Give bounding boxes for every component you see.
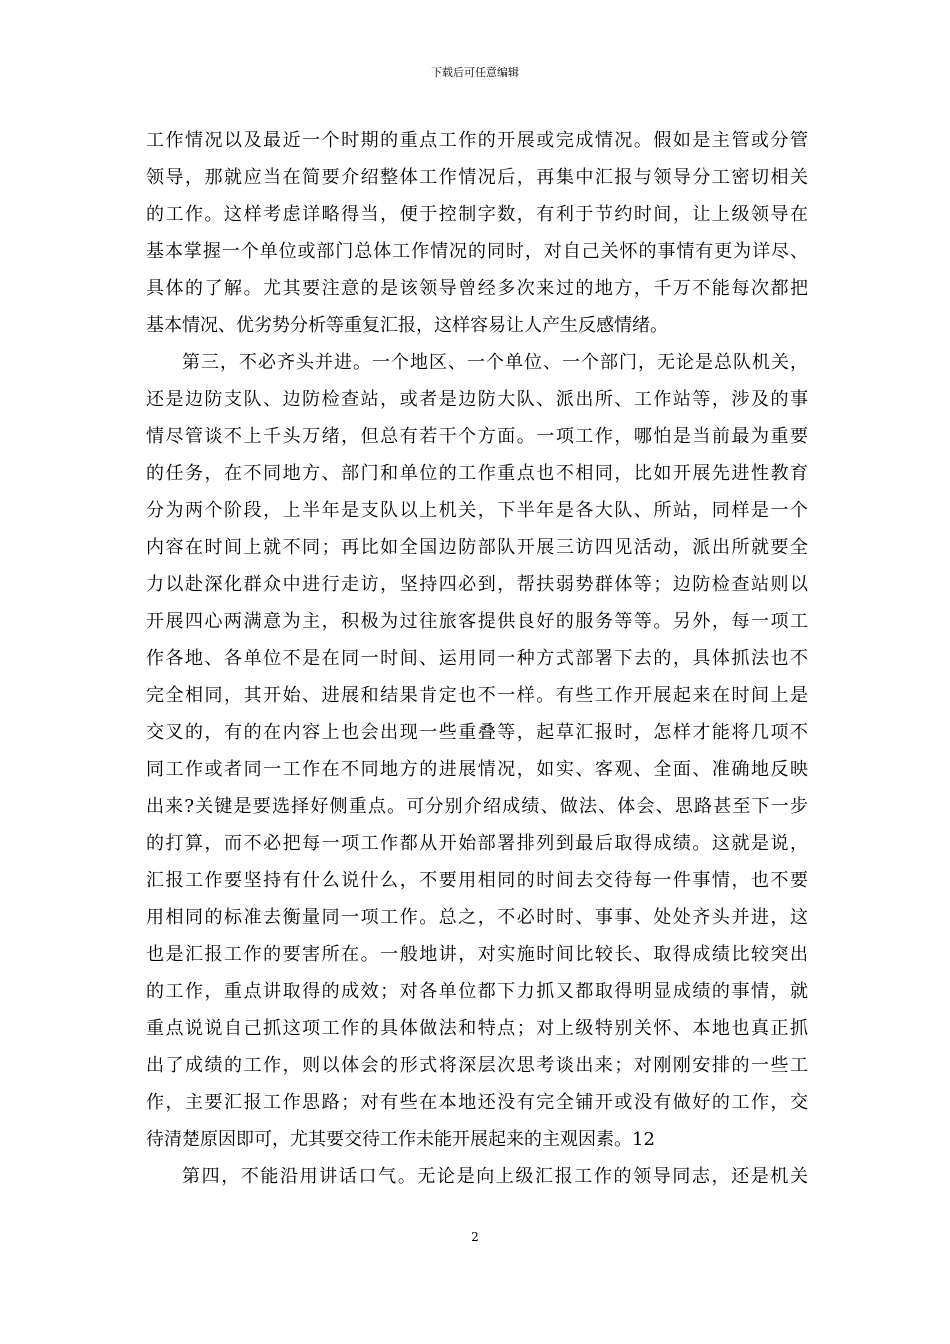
text-line: 的任务，在不同地方、部门和单位的工作重点也不相同，比如开展先进性教育 xyxy=(146,463,808,484)
text-line: 作各地、各单位不是在同一时间、运用同一种方式部署下去的，具体抓法也不 xyxy=(146,648,808,669)
text-line: 的打算，而不必把每一项工作都从开始部署排列到最后取得成绩。这就是说， xyxy=(146,833,808,854)
page-number: 2 xyxy=(471,1230,479,1244)
text-line: 重点说说自己抓这项工作的具体做法和特点；对上级特别关怀、本地也真正抓 xyxy=(146,1018,808,1039)
page-header: 下载后可任意编辑 xyxy=(431,66,519,79)
text-line: 待清楚原因即可，尤其要交待工作未能开展起来的主观因素。12 xyxy=(146,1129,655,1150)
text-line: 的工作，重点讲取得的成效；对各单位都下力抓又都取得明显成绩的事情，就 xyxy=(146,981,808,1002)
text-line: 的工作。这样考虑详略得当，便于控制字数，有利于节约时间，让上级领导在 xyxy=(146,204,808,225)
text-line: 还是边防支队、边防检查站，或者是边防大队、派出所、工作站等，涉及的事 xyxy=(146,389,808,410)
text-line: 用相同的标准去衡量同一项工作。总之，不必时时、事事、处处齐头并进，这 xyxy=(146,907,808,928)
paragraph-fourth-point xyxy=(146,1158,808,1195)
body-text xyxy=(146,122,808,1195)
text-line: 基本情况、优劣势分析等重复汇报，这样容易让人产生反感情绪。 xyxy=(146,315,668,336)
text-line: 出来?关键是要选择好侧重点。可分别介绍成绩、做法、体会、思路甚至下一步 xyxy=(146,796,808,817)
text-line: 情尽管谈不上千头万绪，但总有若干个方面。一项工作，哪怕是当前最为重要 xyxy=(146,426,808,447)
text-line: 出了成绩的工作，则以体会的形式将深层次思考谈出来；对刚刚安排的一些工 xyxy=(146,1055,808,1076)
text-line: 基本掌握一个单位或部门总体工作情况的同时，对自己关怀的事情有更为详尽、 xyxy=(146,241,808,262)
text-line: 开展四心两满意为主，积极为过往旅客提供良好的服务等等。另外，每一项工 xyxy=(146,611,808,632)
paragraph-continuation xyxy=(146,122,808,344)
text-line: 汇报工作要坚持有什么说什么，不要用相同的时间去交待每一件事情，也不要 xyxy=(146,870,808,891)
text-line: 内容在时间上就不同；再比如全国边防部队开展三访四见活动，派出所就要全 xyxy=(146,537,808,558)
text-line: 领导，那就应当在简要介绍整体工作情况后，再集中汇报与领导分工密切相关 xyxy=(146,167,808,188)
text-line: 也是汇报工作的要害所在。一般地讲，对实施时间比较长、取得成绩比较突出 xyxy=(146,944,808,965)
text-line: 完全相同，其开始、进展和结果肯定也不一样。有些工作开展起来在时间上是 xyxy=(146,685,808,706)
text-line: 第四，不能沿用讲话口气。无论是向上级汇报工作的领导同志，还是机关 xyxy=(182,1166,808,1187)
text-line: 具体的了解。尤其要注意的是该领导曾经多次来过的地方，千万不能每次都把 xyxy=(146,278,808,299)
text-line: 第三，不必齐头并进。一个地区、一个单位、一个部门，无论是总队机关， xyxy=(182,352,808,373)
paragraph-third-point xyxy=(146,344,808,1158)
text-line: 分为两个阶段，上半年是支队以上机关，下半年是各大队、所站，同样是一个 xyxy=(146,500,808,521)
text-line: 同工作或者同一工作在不同地方的进展情况，如实、客观、全面、准确地反映 xyxy=(146,759,808,780)
text-line: 工作情况以及最近一个时期的重点工作的开展或完成情况。假如是主管或分管 xyxy=(146,130,808,151)
text-line: 交叉的，有的在内容上也会出现一些重叠等，起草汇报时，怎样才能将几项不 xyxy=(146,722,808,743)
text-line: 力以赴深化群众中进行走访，坚持四必到，帮扶弱势群体等；边防检查站则以 xyxy=(146,574,808,595)
text-line: 作，主要汇报工作思路；对有些在本地还没有完全铺开或没有做好的工作，交 xyxy=(146,1092,808,1113)
